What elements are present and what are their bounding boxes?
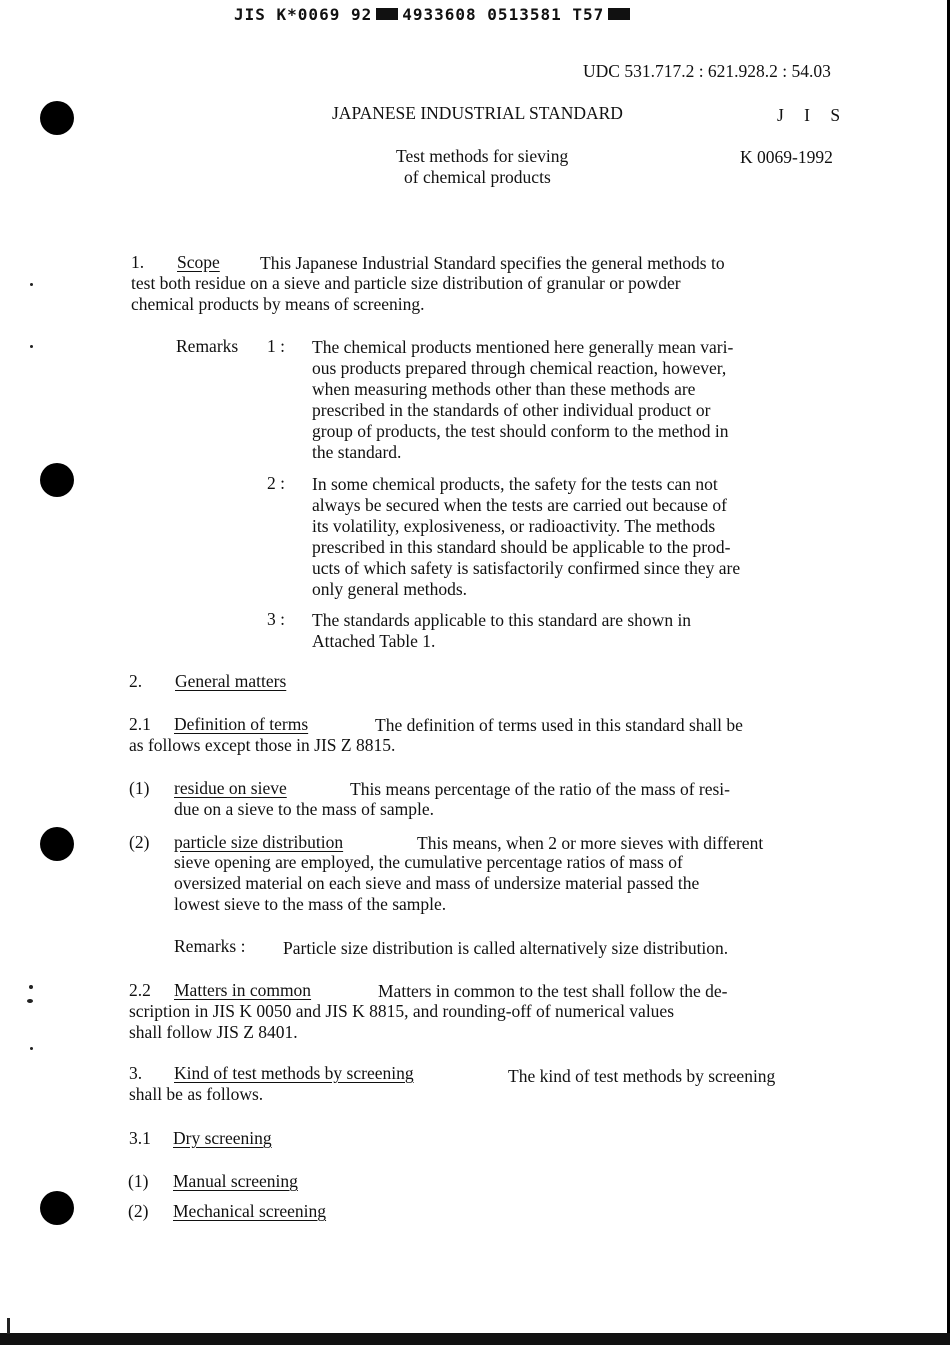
remark-2-number: 2 : (267, 473, 285, 493)
udc-number: UDC 531.717.2 : 621.928.2 : 54.03 (583, 61, 831, 81)
section-2-2-line: shall follow JIS Z 8401. (129, 1022, 298, 1042)
section-2-1-number: 2.1 (129, 714, 151, 734)
remark-1-line: the standard. (312, 442, 402, 462)
standard-number: K 0069-1992 (740, 147, 833, 167)
remark-2-line: always be secured when the tests are carried out because of (312, 495, 727, 515)
section-3-line-2: shall be as follows. (129, 1084, 264, 1104)
remark-1-line: when measuring methods other than these methods are (312, 379, 696, 399)
screening-item-1-number: (1) (128, 1171, 149, 1191)
definition-1-line-2: due on a sieve to the mass of sample. (174, 799, 435, 819)
section-2-2-line-1: Matters in common to the test shall follow the de- (378, 981, 728, 1001)
document-code-part2: 4933608 0513581 T57 (402, 5, 605, 24)
section-3-number: 3. (129, 1063, 143, 1083)
section-1-line-2: test both residue on a sieve and particle size distribution of granular or powder (131, 273, 681, 293)
remark-1-line: group of products, the test should conform to the method in (312, 421, 729, 441)
jis-label: J I S (777, 105, 849, 125)
definition-2-line: sieve opening are employed, the cumulative percentage ratios of mass of (174, 852, 683, 872)
definition-2-term: particle size distribution (174, 832, 344, 852)
section-2-title: General matters (175, 671, 287, 691)
redaction-block (608, 8, 630, 20)
section-2-1-line-2: as follows except those in JIS Z 8815. (129, 735, 396, 755)
section-1-line-1: This Japanese Industrial Standard specifies the general methods to (260, 253, 725, 273)
definition-1-number: (1) (129, 778, 150, 798)
screening-item-2-label: Mechanical screening (173, 1201, 327, 1221)
redaction-block (376, 8, 398, 20)
remark-1-line: The chemical products mentioned here generally mean vari- (312, 337, 734, 357)
definition-2-line-1: This means, when 2 or more sieves with different (417, 833, 764, 853)
section-2-number: 2. (129, 671, 143, 691)
punch-hole (40, 463, 74, 497)
section-3-1-number: 3.1 (129, 1128, 151, 1148)
section-3-1-title: Dry screening (173, 1128, 272, 1148)
title-line-1: Test methods for sieving (396, 146, 569, 166)
scan-speck (27, 999, 33, 1003)
definition-1-term: residue on sieve (174, 778, 287, 798)
remark-3-line: The standards applicable to this standard are shown in (312, 610, 692, 630)
document-code-header (234, 4, 634, 25)
section-1-title: Scope (177, 252, 220, 272)
punch-hole (40, 101, 74, 135)
remark-3-text (312, 610, 691, 652)
scan-speck (7, 1318, 10, 1334)
section-2-2-line: scription in JIS K 0050 and JIS K 8815, and rounding-off of numerical values (129, 1001, 675, 1021)
remark-2-line: its volatility, explosiveness, or radioactivity. The methods (312, 516, 716, 536)
scan-speck (30, 283, 33, 286)
definition-1-line-1: This means percentage of the ratio of the mass of resi- (350, 779, 731, 799)
definition-2-number: (2) (129, 832, 150, 852)
remark-1-text (312, 337, 733, 463)
remark-2-line: only general methods. (312, 579, 468, 599)
definition-2-text (174, 852, 699, 915)
section-3-title: Kind of test methods by screening (174, 1063, 414, 1083)
punch-hole (40, 827, 74, 861)
document-code-part1: JIS K*0069 92 (234, 5, 373, 24)
section-3-line-1: The kind of test methods by screening (508, 1066, 776, 1086)
remark-1-number: 1 : (267, 336, 285, 356)
standard-heading: JAPANESE INDUSTRIAL STANDARD (332, 103, 623, 123)
section-2-2-number: 2.2 (129, 980, 151, 1000)
remarks-label: Remarks (176, 336, 239, 356)
scan-speck (30, 345, 33, 348)
definition-2-line: oversized material on each sieve and mass of undersize material passed the (174, 873, 700, 893)
punch-hole (40, 1191, 74, 1225)
definition-2-line: lowest sieve to the mass of the sample. (174, 894, 447, 914)
scan-speck (30, 1047, 33, 1050)
section-2-1-title: Definition of terms (174, 714, 309, 734)
section-1-line-3: chemical products by means of screening. (131, 294, 425, 314)
remarks-2-label: Remarks : (174, 936, 246, 956)
section-2-1-line-1: The definition of terms used in this standard shall be (375, 715, 743, 735)
remark-1-line: prescribed in the standards of other individual product or (312, 400, 711, 420)
remark-3-line: Attached Table 1. (312, 631, 436, 651)
remark-2-line: In some chemical products, the safety for the tests can not (312, 474, 718, 494)
remarks-2-text: Particle size distribution is called alternatively size distribution. (283, 938, 729, 958)
remark-2-line: prescribed in this standard should be applicable to the prod- (312, 537, 731, 557)
remark-1-line: ous products prepared through chemical reaction, however, (312, 358, 727, 378)
scan-edge-bottom (0, 1333, 950, 1345)
remark-3-number: 3 : (267, 609, 285, 629)
remark-2-line: ucts of which safety is satisfactorily confirmed since they are (312, 558, 741, 578)
scan-speck (29, 985, 33, 989)
title-line-2: of chemical products (404, 167, 551, 187)
section-2-2-text (129, 1001, 674, 1043)
screening-item-1-label: Manual screening (173, 1171, 298, 1191)
screening-item-2-number: (2) (128, 1201, 149, 1221)
section-1-number: 1. (131, 252, 145, 272)
section-2-2-title: Matters in common (174, 980, 312, 1000)
remark-2-text (312, 474, 740, 600)
